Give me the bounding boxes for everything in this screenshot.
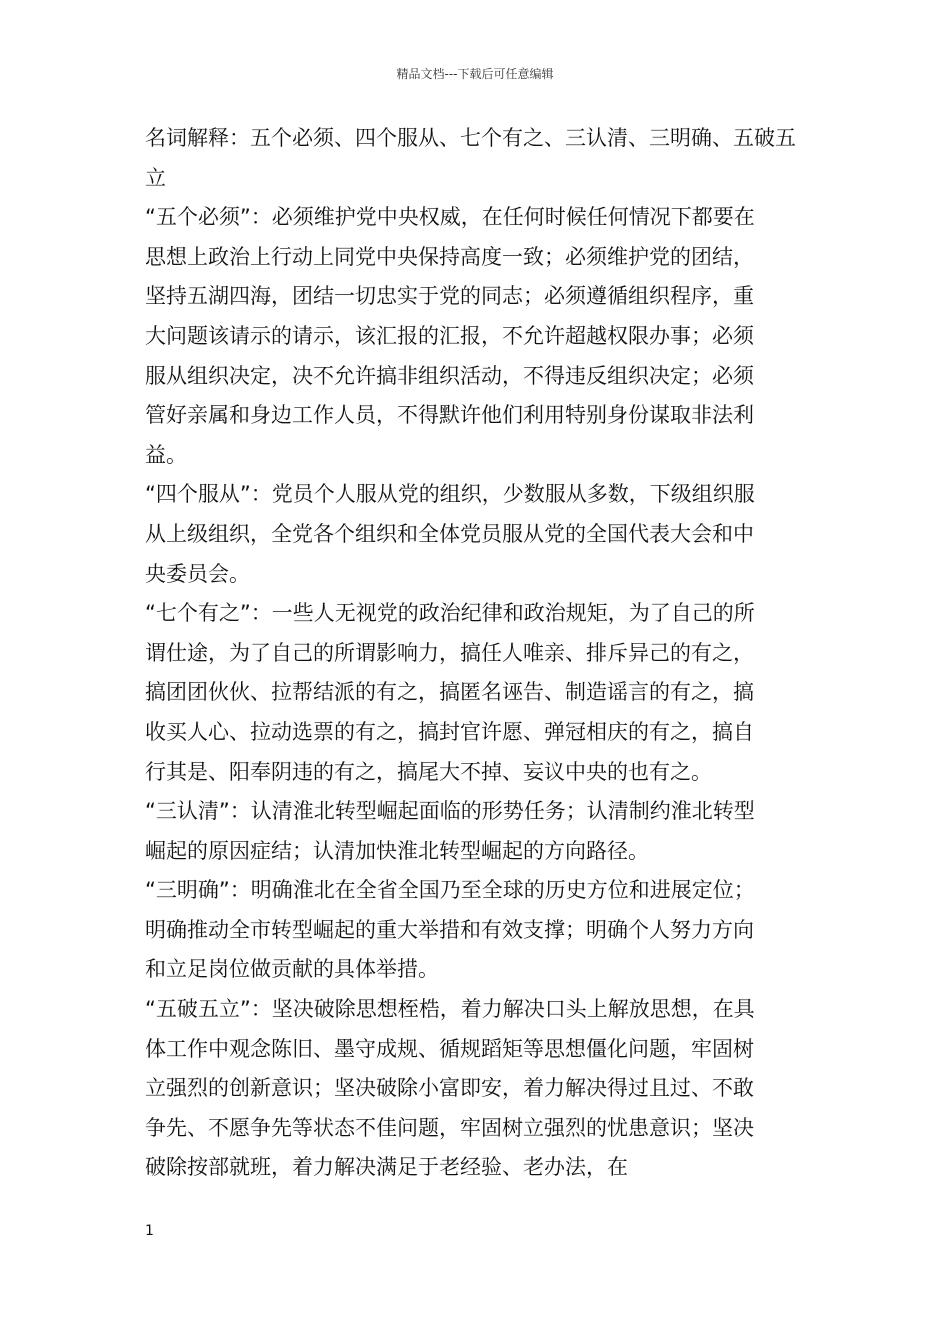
page-number: 1 [145,1223,154,1239]
paragraph-four-obeys: “四个服从”：党员个人服从党的组织，少数服从多数，下级组织服从上级组织，全党各个组织和全体党员服从党的全国代表大会和中央委员会。 [145,482,755,586]
paragraph-five-musts: “五个必须”：必须维护党中央权威，在任何时候任何情况下都要在思想上政治上行动上同党中央保持高度一致；必须维护党的团结，坚持五湖四海，团结一切忠实于党的同志；必须遵循组织程序，重大问题该请示的请示，该汇报的汇报，不允许超越权限办事；必须服从组织决定，决不允许搞非组织活动，不得违反组织决定；必须管好亲属和身边工作人员，不得默许他们利用特别身份谋取非法利益。 [145,205,755,467]
paragraph-seven-phenomena: “七个有之”：一些人无视党的政治纪律和政治规矩，为了自己的所谓仕途，为了自己的所谓影响力，搞任人唯亲、排斥异己的有之，搞团团伙伙、拉帮结派的有之，搞匿名诬告、制造谣言的有之，搞收买人心、拉动选票的有之，搞封官许愿、弹冠相庆的有之，搞自行其是、阳奉阴违的有之，搞尾大不掉、妄议中央的也有之。 [145,601,755,784]
document-body [145,119,815,1188]
paragraph-three-clarifications: “三明确”：明确淮北在全省全国乃至全球的历史方位和进展定位；明确推动全市转型崛起的重大举措和有效支撑；明确个人努力方向和立足岗位做贡献的具体举措。 [145,878,755,982]
page-header: 精品文档---下载后可任意编辑 [396,67,554,81]
document-title: 名词解释：五个必须、四个服从、七个有之、三认清、三明确、五破五立 [145,126,796,190]
paragraph-three-recognitions: “三认清”：认清淮北转型崛起面临的形势任务；认清制约淮北转型崛起的原因症结；认清加快淮北转型崛起的方向路径。 [145,799,755,863]
paragraph-five-breaks-five-builds: “五破五立”：坚决破除思想桎梏，着力解决口头上解放思想，在具体工作中观念陈旧、墨守成规、循规蹈矩等思想僵化问题，牢固树立强烈的创新意识；坚决破除小富即安，着力解决得过且过、不敢争先、不愿争先等状态不佳问题，牢固树立强烈的忧患意识；坚决破除按部就班，着力解决满足于老经验、老办法，在 [145,997,755,1180]
